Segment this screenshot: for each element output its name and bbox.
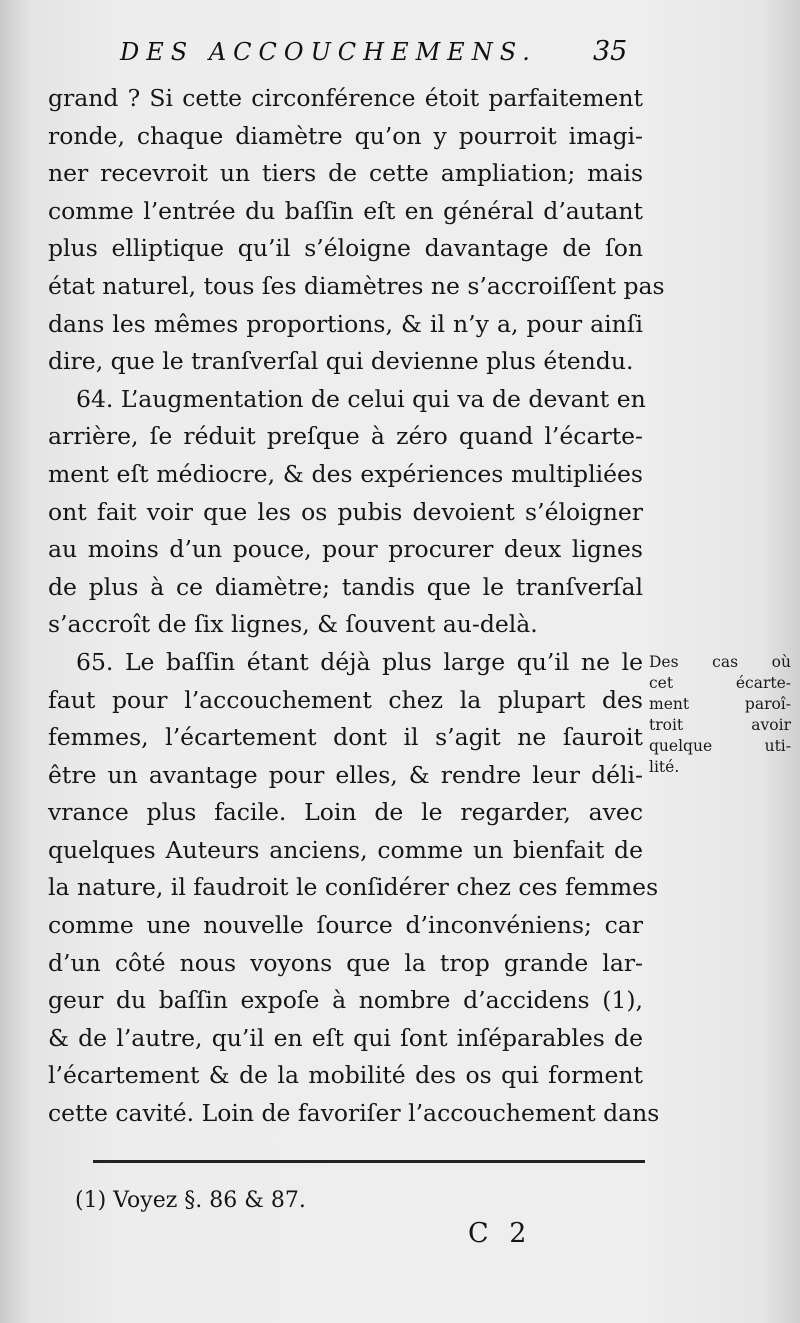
- text-line: dans les mêmes proportions, & il n’y a, pour ainſi: [48, 309, 643, 338]
- margin-note-line: Des cas où: [649, 653, 791, 671]
- text-line: comme l’entrée du baſſin eſt en général d’autant: [48, 196, 643, 225]
- text-line: l’écartement & de la mobilité des os qui forment: [48, 1061, 643, 1090]
- margin-note-line: lité.: [649, 758, 680, 776]
- text-line: être un avantage pour elles, & rendre leur déli-: [48, 760, 643, 789]
- text-line: faut pour l’accouchement chez la plupart des: [48, 685, 643, 714]
- margin-note-line: cet écarte-: [649, 674, 791, 692]
- text-line: état naturel, tous ſes diamètres ne s’accroiſſent pas: [48, 271, 665, 300]
- text-line: dire, que le tranſverſal qui devienne plus étendu.: [48, 347, 634, 376]
- footnote: (1) Voyez §. 86 & 87.: [75, 1188, 306, 1213]
- text-line: femmes, l’écartement dont il s’agit ne ſauroit: [48, 723, 643, 752]
- page-number: 35: [593, 36, 628, 67]
- text-line: ner recevroit un tiers de cette ampliation; mais: [48, 159, 643, 188]
- text-line: quelques Auteurs anciens, comme un bienfait de: [48, 835, 643, 864]
- text-line: la nature, il faudroit le conſidérer chez ces femmes: [48, 873, 659, 902]
- text-line: ont fait voir que les os pubis devoient s’éloigner: [48, 497, 643, 526]
- margin-note-line: quelque uti-: [649, 737, 791, 755]
- text-line: vrance plus facile. Loin de le regarder, avec: [48, 798, 643, 827]
- text-line: comme une nouvelle ſource d’inconvéniens; car: [48, 911, 643, 940]
- paragraph-65-start: 65. Le baſſin étant déjà plus large qu’il ne le: [76, 647, 643, 676]
- running-head: DES ACCOUCHEMENS.: [120, 38, 537, 66]
- margin-note-line: ment paroî-: [649, 695, 791, 713]
- text-line: arrière, ſe réduit preſque à zéro quand l’écarte-: [48, 422, 643, 451]
- text-line: au moins d’un pouce, pour procurer deux lignes: [48, 535, 643, 564]
- main-text: [48, 80, 665, 1133]
- text-line: ment eſt médiocre, & des expériences multipliées: [48, 459, 643, 488]
- margin-note-line: troit avoir: [649, 716, 791, 734]
- text-line: grand ? Si cette circonférence étoit parfaitement: [48, 84, 643, 112]
- text-line: cette cavité. Loin de favoriſer l’accouchement dans: [48, 1099, 660, 1128]
- text-line: d’un côté nous voyons que la trop grande lar-: [48, 948, 643, 977]
- text-line: plus elliptique qu’il s’éloigne davantage de ſon: [48, 234, 643, 263]
- footnote-divider: [93, 1160, 645, 1163]
- paragraph-64-start: 64. L’augmentation de celui qui va de devant en: [76, 384, 646, 413]
- signature-mark: C 2: [468, 1218, 533, 1249]
- text-line: & de l’autre, qu’il en eſt qui ſont inſéparables de: [48, 1023, 643, 1052]
- text-line: de plus à ce diamètre; tandis que le tranſverſal: [48, 572, 643, 601]
- text-line: ronde, chaque diamètre qu’on y pourroit imagi-: [48, 121, 643, 150]
- margin-note: [649, 652, 791, 778]
- text-line: s’accroît de ſix lignes, & ſouvent au-delà.: [48, 610, 538, 639]
- text-line: geur du baſſin expoſe à nombre d’accidens (1),: [48, 986, 643, 1015]
